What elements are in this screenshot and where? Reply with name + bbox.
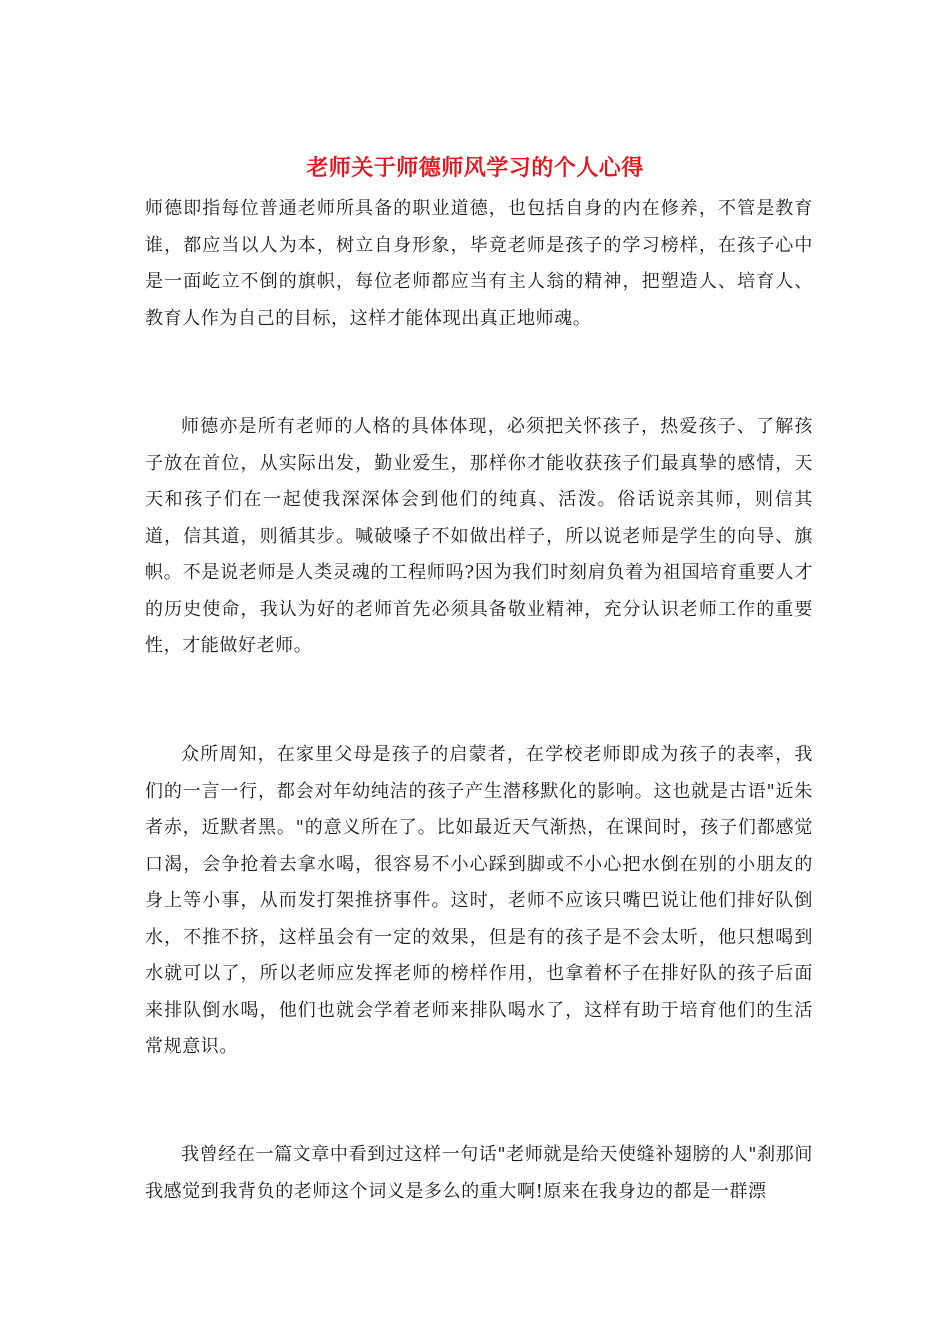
paragraph-1: 师德即指每位普通老师所具备的职业道德，也包括自身的内在修养，不管是教育谁，都应当以人为本，树立自身形象，毕竟老师是孩子的学习榜样，在孩子心中是一面屹立不倒的旗帜，每位老师都应当有主人翁的精神，把塑造人、培育人、教育人作为自己的目标，这样才能体现出真正地师魂。 [145,198,813,329]
paragraph-4: 我曾经在一篇文章中看到过这样一句话"老师就是给天使缝补翅膀的人"刹那间我感觉到我背负的老师这个词义是多么的重大啊!原来在我身边的都是一群漂 [145,1144,813,1202]
document-title: 老师关于师德师风学习的个人心得 [306,155,644,181]
paragraph-2: 师德亦是所有老师的人格的具体体现，必须把关怀孩子，热爱孩子、了解孩子放在首位，从实际出发，勤业爱生，那样你才能收获孩子们最真挚的感情，天天和孩子们在一起使我深深体会到他们的纯真、活泼。俗话说亲其师，则信其道，信其道，则循其步。喊破嗓子不如做出样子，所以说老师是学生的向导、旗帜。不是说老师是人类灵魂的工程师吗?因为我们时刻肩负着为祖国培育重要人才的历史使命，我认为好的老师首先必须具备敬业精神，充分认识老师工作的重要性，才能做好老师。 [145,416,813,656]
paragraph-3: 众所周知，在家里父母是孩子的启蒙者，在学校老师即成为孩子的表率，我们的一言一行，都会对年幼纯洁的孩子产生潜移默化的影响。这也就是古语"近朱者赤，近默者黑。"的意义所在了。比如最近天气渐热，在课间时，孩子们都感觉口渴，会争抢着去拿水喝，很容易不小心踩到脚或不小心把水倒在别的小朋友的身上等小事，从而发打架推挤事件。这时，老师不应该只嘴巴说让他们排好队倒水，不推不挤，这样虽会有一定的效果，但是有的孩子是不会太听，他只想喝到水就可以了，所以老师应发挥老师的榜样作用，也拿着杯子在排好队的孩子后面来排队倒水喝，他们也就会学着老师来排队喝水了，这样有助于培育他们的生活常规意识。 [145,744,813,1057]
